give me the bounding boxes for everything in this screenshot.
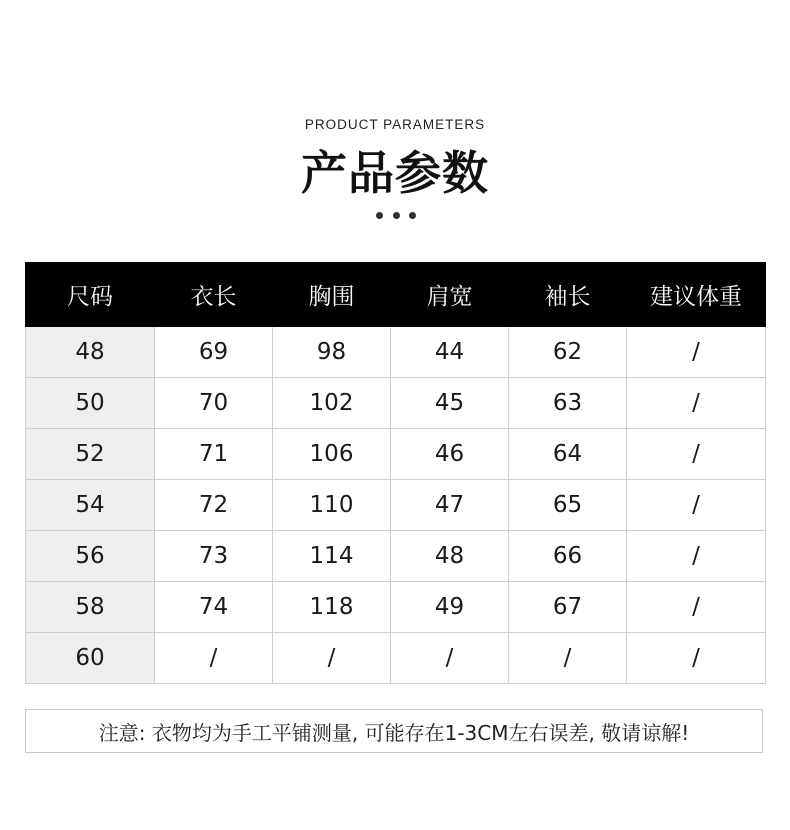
size-cell: 48 [26, 327, 155, 378]
column-header-shoulder: 肩宽 [391, 263, 509, 327]
table-row [26, 378, 766, 429]
size-cell: 54 [26, 480, 155, 531]
size-parameters-table [25, 262, 766, 684]
table-cell: 72 [155, 480, 273, 531]
table-cell: / [627, 531, 766, 582]
table-cell: / [155, 633, 273, 684]
table-cell: / [627, 582, 766, 633]
column-header-sleeve: 袖长 [509, 263, 627, 327]
column-header-weight: 建议体重 [627, 263, 766, 327]
dot-icon [393, 212, 400, 219]
table-cell: / [273, 633, 391, 684]
column-header-chest: 胸围 [273, 263, 391, 327]
table-row [26, 531, 766, 582]
table-cell: 66 [509, 531, 627, 582]
size-cell: 52 [26, 429, 155, 480]
table-row [26, 480, 766, 531]
table-cell: / [627, 633, 766, 684]
table-cell: 44 [391, 327, 509, 378]
table-cell: 46 [391, 429, 509, 480]
column-header-length: 衣长 [155, 263, 273, 327]
dot-icon [376, 212, 383, 219]
table-cell: 74 [155, 582, 273, 633]
table-cell: 70 [155, 378, 273, 429]
table-cell: 67 [509, 582, 627, 633]
table-cell: 64 [509, 429, 627, 480]
table-cell: 106 [273, 429, 391, 480]
table-cell: 110 [273, 480, 391, 531]
table-cell: / [627, 429, 766, 480]
table-cell: / [627, 480, 766, 531]
decorative-dots [376, 212, 416, 220]
table-header-row [26, 263, 766, 327]
table-cell: 49 [391, 582, 509, 633]
column-header-size: 尺码 [26, 263, 155, 327]
table-cell: 65 [509, 480, 627, 531]
size-cell: 56 [26, 531, 155, 582]
table-cell: 118 [273, 582, 391, 633]
table-row [26, 429, 766, 480]
table-cell: 98 [273, 327, 391, 378]
table-row [26, 582, 766, 633]
table-cell: 71 [155, 429, 273, 480]
size-cell: 50 [26, 378, 155, 429]
size-cell: 60 [26, 633, 155, 684]
table-cell: / [627, 378, 766, 429]
table-cell: / [627, 327, 766, 378]
table-cell: 63 [509, 378, 627, 429]
dot-icon [409, 212, 416, 219]
table-row [26, 633, 766, 684]
table-cell: 47 [391, 480, 509, 531]
table-row [26, 327, 766, 378]
table-cell: 48 [391, 531, 509, 582]
section-subtitle: PRODUCT PARAMETERS [304, 117, 486, 132]
measurement-note: 注意: 衣物均为手工平铺测量, 可能存在1-3CM左右误差, 敬请谅解! [25, 709, 763, 753]
table-cell: 62 [509, 327, 627, 378]
table-cell: 45 [391, 378, 509, 429]
table-cell: 69 [155, 327, 273, 378]
table-cell: 102 [273, 378, 391, 429]
table-cell: / [509, 633, 627, 684]
table-cell: / [391, 633, 509, 684]
size-cell: 58 [26, 582, 155, 633]
page-title: 产品参数 [301, 146, 489, 200]
table-cell: 73 [155, 531, 273, 582]
table-cell: 114 [273, 531, 391, 582]
